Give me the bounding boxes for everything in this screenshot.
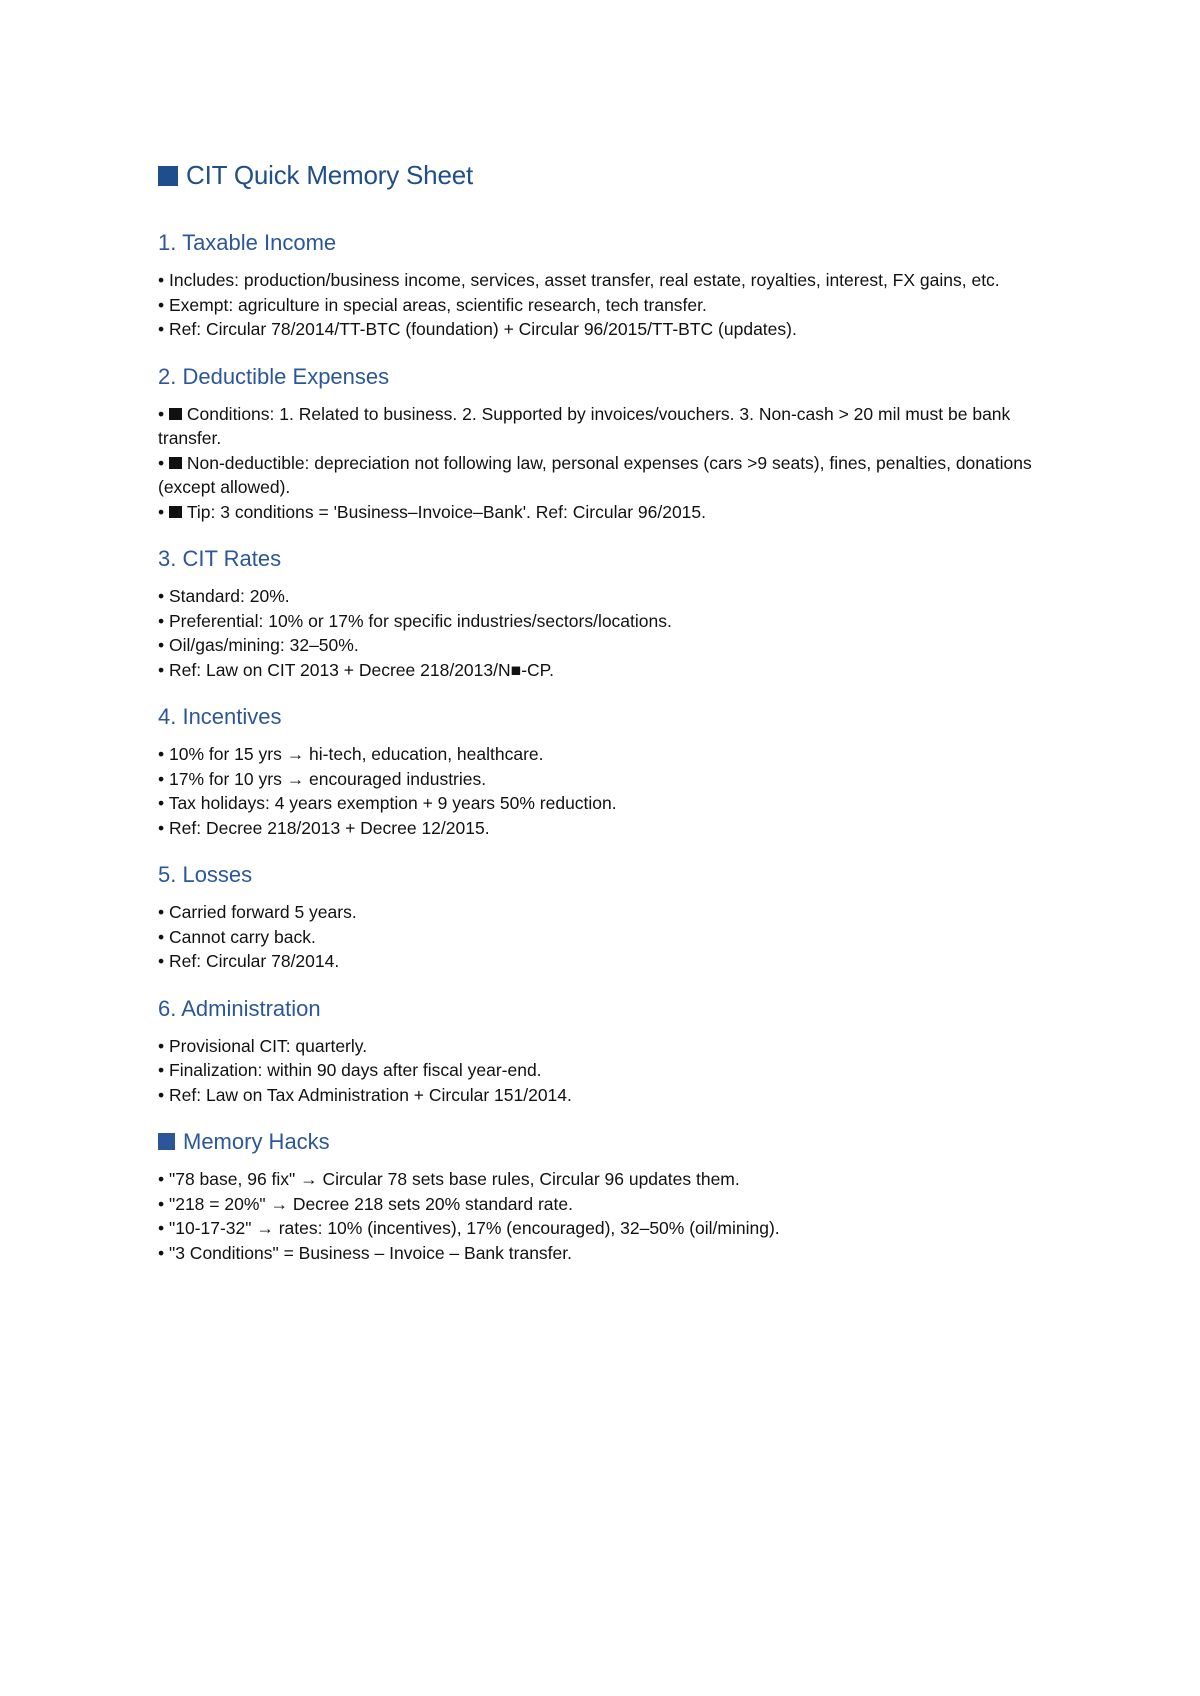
list-item: [158, 1167, 1058, 1192]
bullet-text: Tax holidays: 4 years exemption + 9 years 50% reduction.: [168, 793, 617, 813]
bullet-dot-icon: •: [158, 817, 169, 838]
section-cit-rates: [158, 544, 1058, 682]
bullet-text: Standard: 20%.: [169, 586, 290, 606]
bullet-dot-icon: •: [158, 768, 169, 789]
section-heading: 3. CIT Rates: [158, 546, 282, 571]
section-heading: 5. Losses: [158, 862, 253, 887]
page-title-text: CIT Quick Memory Sheet: [186, 160, 473, 190]
section-heading: 6. Administration: [158, 995, 321, 1021]
bullet-dot-icon: •: [158, 1035, 169, 1056]
list-item: [158, 658, 1058, 683]
bullet-text: Carried forward 5 years.: [169, 902, 357, 922]
bullet-dot-icon: •: [158, 1084, 169, 1105]
square-icon: [158, 1133, 175, 1150]
list-item: [158, 1241, 1058, 1266]
bullet-text: Cannot carry back.: [169, 926, 316, 947]
square-icon: [169, 506, 182, 519]
square-icon: [158, 166, 178, 186]
bullet-list: [158, 742, 1058, 840]
bullet-text: Tip: 3 conditions = 'Business–Invoice–Bank'. Ref: Circular 96/2015.: [186, 501, 707, 522]
bullet-dot-icon: •: [158, 659, 169, 680]
bullet-text: Preferential: 10% or 17% for specific industries/sectors/locations.: [169, 610, 672, 631]
bullet-text: Finalization: within 90 days after fiscal year-end.: [169, 1060, 542, 1080]
bullet-dot-icon: •: [158, 1242, 169, 1263]
square-icon: [169, 408, 182, 421]
list-item: [158, 1216, 1058, 1241]
page-title: [158, 158, 1058, 192]
bullet-dot-icon: •: [158, 452, 169, 473]
bullet-dot-icon: •: [158, 951, 169, 971]
bullet-text: Conditions: 1. Related to business. 2. Supported by invoices/vouchers. 3. Non-cash > 20 mil must be bank transfer.: [158, 403, 1011, 448]
bullet-dot-icon: •: [158, 319, 169, 339]
section-administration: [158, 994, 1058, 1108]
list-item: [158, 633, 1058, 658]
bullet-dot-icon: •: [158, 1169, 169, 1189]
list-item: [158, 900, 1058, 925]
bullet-dot-icon: •: [158, 902, 169, 922]
list-item: [158, 584, 1058, 609]
document-page: [158, 158, 1058, 1285]
list-item: [158, 451, 1058, 500]
bullet-text: "10-17-32" → rates: 10% (incentives), 17% (encouraged), 32–50% (oil/mining).: [169, 1218, 780, 1238]
bullet-dot-icon: •: [158, 501, 169, 522]
bullet-text: "218 = 20%" → Decree 218 sets 20% standard rate.: [169, 1193, 573, 1214]
bullet-text: Ref: Decree 218/2013 + Decree 12/2015.: [169, 817, 490, 838]
list-item: [158, 742, 1058, 767]
section-heading: 4. Incentives: [158, 704, 282, 729]
bullet-list: [158, 1167, 1058, 1265]
bullet-text: Exempt: agriculture in special areas, scientific research, tech transfer.: [169, 294, 707, 315]
bullet-dot-icon: •: [158, 926, 169, 947]
list-item: [158, 1192, 1058, 1217]
bullet-text: Includes: production/business income, services, asset transfer, real estate, royalties, interest, FX gains, etc.: [169, 270, 1000, 290]
bullet-text: Provisional CIT: quarterly.: [169, 1035, 368, 1056]
section-memory-hacks: [158, 1127, 1058, 1265]
list-item: [158, 402, 1058, 451]
bullet-text: Oil/gas/mining: 32–50%.: [169, 635, 359, 655]
section-heading: [158, 1127, 1058, 1157]
bullet-list: [158, 402, 1058, 525]
list-item: [158, 1034, 1058, 1059]
section-heading: 1. Taxable Income: [158, 230, 337, 255]
list-item: [158, 268, 1058, 293]
section-heading-text: Memory Hacks: [183, 1129, 330, 1154]
section-deductible-expenses: [158, 362, 1058, 525]
bullet-dot-icon: •: [158, 744, 169, 764]
bullet-list: [158, 584, 1058, 682]
list-item: [158, 500, 1058, 525]
bullet-text: "3 Conditions" = Business – Invoice – Bank transfer.: [169, 1242, 572, 1263]
bullet-dot-icon: •: [158, 403, 169, 424]
bullet-text: 10% for 15 yrs → hi-tech, education, healthcare.: [169, 744, 544, 764]
list-item: [158, 1083, 1058, 1108]
bullet-dot-icon: •: [158, 1193, 169, 1214]
bullet-dot-icon: •: [158, 294, 169, 315]
bullet-text: Ref: Circular 78/2014/TT-BTC (foundation) + Circular 96/2015/TT-BTC (updates).: [169, 319, 797, 339]
list-item: [158, 949, 1058, 974]
list-item: [158, 317, 1058, 342]
section-heading: 2. Deductible Expenses: [158, 363, 390, 389]
bullet-dot-icon: •: [158, 1060, 169, 1080]
list-item: [158, 925, 1058, 950]
bullet-text: 17% for 10 yrs → encouraged industries.: [169, 768, 487, 789]
list-item: [158, 1058, 1058, 1083]
bullet-text: Ref: Law on Tax Administration + Circular 151/2014.: [169, 1084, 572, 1105]
bullet-list: [158, 268, 1058, 342]
list-item: [158, 791, 1058, 816]
list-item: [158, 609, 1058, 634]
section-taxable-income: [158, 228, 1058, 342]
bullet-dot-icon: •: [158, 610, 169, 631]
bullet-dot-icon: •: [158, 270, 169, 290]
list-item: [158, 767, 1058, 792]
section-incentives: [158, 702, 1058, 840]
list-item: [158, 293, 1058, 318]
list-item: [158, 816, 1058, 841]
bullet-dot-icon: •: [158, 793, 169, 813]
bullet-list: [158, 900, 1058, 974]
bullet-text: "78 base, 96 fix" → Circular 78 sets base rules, Circular 96 updates them.: [169, 1169, 740, 1189]
bullet-dot-icon: •: [158, 586, 169, 606]
bullet-list: [158, 1034, 1058, 1108]
section-losses: [158, 860, 1058, 974]
bullet-dot-icon: •: [158, 1218, 169, 1238]
square-icon: [169, 457, 182, 470]
bullet-text: Ref: Circular 78/2014.: [169, 951, 340, 971]
bullet-text: Non-deductible: depreciation not following law, personal expenses (cars >9 seats), fines, penalties, donations (except allowed).: [158, 452, 1032, 497]
bullet-text: Ref: Law on CIT 2013 + Decree 218/2013/N■-CP.: [169, 659, 554, 680]
bullet-dot-icon: •: [158, 635, 169, 655]
